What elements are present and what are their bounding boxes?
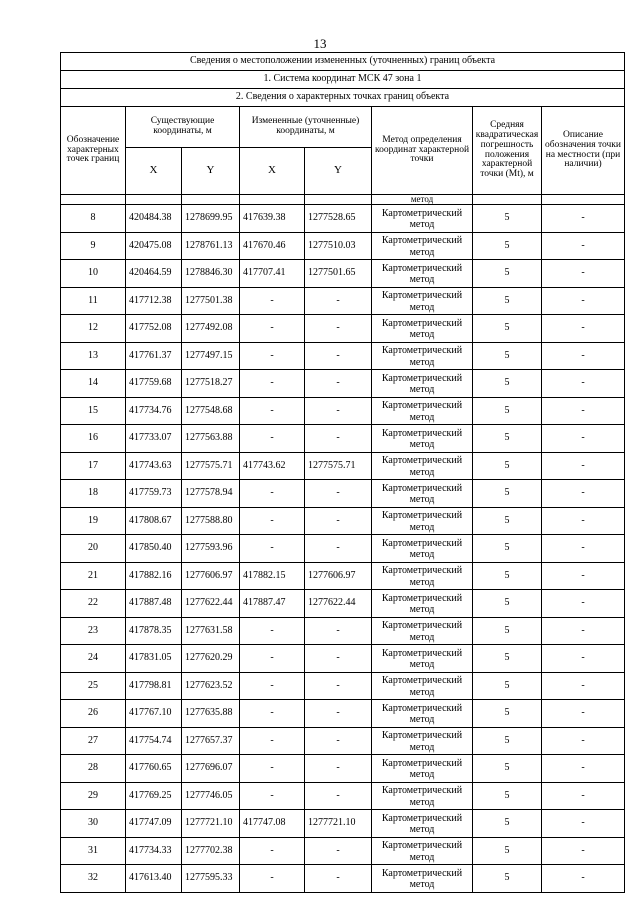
table-row (61, 370, 625, 398)
method-cell: Картометрический метод (372, 480, 473, 508)
accuracy-cell: 5 (473, 617, 542, 645)
changed-x-cell: 417670.46 (240, 232, 305, 260)
accuracy-cell: 5 (473, 260, 542, 288)
accuracy-cell: 5 (473, 837, 542, 865)
header-existing-y: Y (182, 148, 240, 195)
method-cell: Картометрический метод (372, 865, 473, 893)
existing-y-cell: 1277606.97 (182, 562, 240, 590)
table-row (61, 755, 625, 783)
table-row (61, 672, 625, 700)
description-cell: - (542, 700, 625, 728)
table-row (61, 727, 625, 755)
changed-x-cell: 417747.08 (240, 810, 305, 838)
existing-x-cell: 417754.74 (126, 727, 182, 755)
method-cell: Картометрический метод (372, 562, 473, 590)
table-row (61, 782, 625, 810)
existing-y-cell: 1277631.58 (182, 617, 240, 645)
changed-y-cell: 1277528.65 (305, 205, 372, 233)
changed-y-cell: - (305, 837, 372, 865)
changed-y-cell: - (305, 480, 372, 508)
changed-y-cell: 1277606.97 (305, 562, 372, 590)
description-cell: - (542, 397, 625, 425)
table-row (61, 452, 625, 480)
accuracy-cell: 5 (473, 452, 542, 480)
table-row (61, 837, 625, 865)
description-cell: - (542, 535, 625, 563)
point-cell: 22 (61, 590, 126, 618)
table-row (61, 425, 625, 453)
point-cell: 16 (61, 425, 126, 453)
point-cell: 31 (61, 837, 126, 865)
accuracy-cell: 5 (473, 342, 542, 370)
coordinate-system-heading: 1. Система координат МСК 47 зона 1 (61, 71, 625, 89)
table-title: Сведения о местоположении измененных (уточненных) границ объекта (61, 53, 625, 71)
accuracy-cell: 5 (473, 590, 542, 618)
changed-x-cell: - (240, 700, 305, 728)
header-designation: Обозначение характерных точек границ (61, 107, 126, 195)
existing-x-cell: 417747.09 (126, 810, 182, 838)
changed-x-cell: - (240, 727, 305, 755)
accuracy-cell: 5 (473, 425, 542, 453)
existing-y-cell: 1277635.88 (182, 700, 240, 728)
table-row (61, 645, 625, 673)
method-cell: Картометрический метод (372, 205, 473, 233)
header-method: Метод определения координат характерной точки (372, 107, 473, 195)
table-row (61, 480, 625, 508)
description-cell: - (542, 727, 625, 755)
changed-y-cell: - (305, 755, 372, 783)
changed-y-cell: - (305, 315, 372, 343)
changed-y-cell: - (305, 617, 372, 645)
accuracy-cell: 5 (473, 562, 542, 590)
existing-x-cell: 417878.35 (126, 617, 182, 645)
method-cell: Картометрический метод (372, 535, 473, 563)
changed-y-cell: 1277510.03 (305, 232, 372, 260)
description-cell: - (542, 837, 625, 865)
method-cell: Картометрический метод (372, 452, 473, 480)
point-cell: 25 (61, 672, 126, 700)
existing-y-cell: 1277497.15 (182, 342, 240, 370)
method-cell: Картометрический метод (372, 232, 473, 260)
existing-y-cell: 1278761.13 (182, 232, 240, 260)
changed-x-cell: 417743.62 (240, 452, 305, 480)
existing-y-cell: 1277501.38 (182, 287, 240, 315)
description-cell: - (542, 232, 625, 260)
existing-x-cell: 417831.05 (126, 645, 182, 673)
existing-y-cell: 1277746.05 (182, 782, 240, 810)
changed-x-cell: - (240, 782, 305, 810)
point-cell: 23 (61, 617, 126, 645)
changed-x-cell: 417639.38 (240, 205, 305, 233)
changed-x-cell: - (240, 397, 305, 425)
point-cell: 8 (61, 205, 126, 233)
description-cell: - (542, 205, 625, 233)
changed-x-cell: - (240, 370, 305, 398)
existing-y-cell: 1278699.95 (182, 205, 240, 233)
method-cell: Картометрический метод (372, 342, 473, 370)
changed-y-cell: 1277721.10 (305, 810, 372, 838)
existing-y-cell: 1277622.44 (182, 590, 240, 618)
method-cell: Картометрический метод (372, 425, 473, 453)
changed-y-cell: 1277622.44 (305, 590, 372, 618)
changed-y-cell: - (305, 645, 372, 673)
description-cell: - (542, 755, 625, 783)
accuracy-cell: 5 (473, 782, 542, 810)
existing-x-cell: 417808.67 (126, 507, 182, 535)
existing-y-cell: 1277548.68 (182, 397, 240, 425)
existing-y-cell: 1277623.52 (182, 672, 240, 700)
table-row (61, 590, 625, 618)
method-cell: Картометрический метод (372, 287, 473, 315)
existing-y-cell: 1277578.94 (182, 480, 240, 508)
existing-x-cell: 417798.81 (126, 672, 182, 700)
point-cell: 9 (61, 232, 126, 260)
accuracy-cell: 5 (473, 810, 542, 838)
method-cell: Картометрический метод (372, 700, 473, 728)
description-cell: - (542, 507, 625, 535)
table-row (61, 865, 625, 893)
description-cell: - (542, 617, 625, 645)
changed-x-cell: 417882.15 (240, 562, 305, 590)
existing-x-cell: 417882.16 (126, 562, 182, 590)
changed-y-cell: - (305, 700, 372, 728)
existing-x-cell: 417887.48 (126, 590, 182, 618)
table-row (61, 342, 625, 370)
table-row (61, 700, 625, 728)
method-cell: Картометрический метод (372, 837, 473, 865)
point-cell: 30 (61, 810, 126, 838)
existing-x-cell: 417733.07 (126, 425, 182, 453)
header-existing-x: X (126, 148, 182, 195)
changed-y-cell: - (305, 782, 372, 810)
point-cell: 10 (61, 260, 126, 288)
header-changed-x: X (240, 148, 305, 195)
existing-y-cell: 1277518.27 (182, 370, 240, 398)
accuracy-cell: 5 (473, 397, 542, 425)
changed-x-cell: - (240, 672, 305, 700)
point-cell: 28 (61, 755, 126, 783)
table-row (61, 287, 625, 315)
description-cell: - (542, 782, 625, 810)
table-row (61, 535, 625, 563)
changed-y-cell: - (305, 865, 372, 893)
existing-x-cell: 417734.33 (126, 837, 182, 865)
point-cell: 26 (61, 700, 126, 728)
existing-x-cell: 420464.59 (126, 260, 182, 288)
point-cell: 18 (61, 480, 126, 508)
point-cell: 32 (61, 865, 126, 893)
description-cell: - (542, 865, 625, 893)
existing-y-cell: 1278846.30 (182, 260, 240, 288)
accuracy-cell: 5 (473, 232, 542, 260)
points-section-heading: 2. Сведения о характерных точках границ объекта (61, 89, 625, 107)
changed-x-cell: - (240, 425, 305, 453)
accuracy-cell: 5 (473, 535, 542, 563)
description-cell: - (542, 260, 625, 288)
point-cell: 27 (61, 727, 126, 755)
changed-x-cell: - (240, 287, 305, 315)
description-cell: - (542, 315, 625, 343)
existing-x-cell: 417761.37 (126, 342, 182, 370)
boundary-points-table (60, 52, 625, 893)
changed-y-cell: - (305, 507, 372, 535)
table-body (61, 205, 625, 893)
existing-x-cell: 417850.40 (126, 535, 182, 563)
accuracy-cell: 5 (473, 727, 542, 755)
existing-y-cell: 1277492.08 (182, 315, 240, 343)
changed-y-cell: - (305, 370, 372, 398)
accuracy-cell: 5 (473, 645, 542, 673)
description-cell: - (542, 672, 625, 700)
point-cell: 19 (61, 507, 126, 535)
existing-y-cell: 1277575.71 (182, 452, 240, 480)
table-row (61, 562, 625, 590)
changed-x-cell: - (240, 617, 305, 645)
changed-x-cell: - (240, 755, 305, 783)
existing-y-cell: 1277563.88 (182, 425, 240, 453)
method-cell: Картометрический метод (372, 810, 473, 838)
accuracy-cell: 5 (473, 370, 542, 398)
description-cell: - (542, 370, 625, 398)
accuracy-cell: 5 (473, 287, 542, 315)
table-row (61, 232, 625, 260)
changed-y-cell: - (305, 287, 372, 315)
method-cell: Картометрический метод (372, 370, 473, 398)
accuracy-cell: 5 (473, 315, 542, 343)
point-cell: 13 (61, 342, 126, 370)
changed-x-cell: - (240, 342, 305, 370)
existing-x-cell: 417767.10 (126, 700, 182, 728)
description-cell: - (542, 342, 625, 370)
existing-y-cell: 1277721.10 (182, 810, 240, 838)
existing-y-cell: 1277702.38 (182, 837, 240, 865)
accuracy-cell: 5 (473, 507, 542, 535)
method-cell: Картометрический метод (372, 397, 473, 425)
point-cell: 24 (61, 645, 126, 673)
changed-y-cell: - (305, 425, 372, 453)
point-cell: 29 (61, 782, 126, 810)
changed-y-cell: - (305, 535, 372, 563)
existing-y-cell: 1277657.37 (182, 727, 240, 755)
accuracy-cell: 5 (473, 205, 542, 233)
method-cell: Картометрический метод (372, 617, 473, 645)
table-row (61, 205, 625, 233)
accuracy-cell: 5 (473, 480, 542, 508)
changed-x-cell: - (240, 535, 305, 563)
accuracy-cell: 5 (473, 700, 542, 728)
method-cell: Картометрический метод (372, 645, 473, 673)
changed-x-cell: - (240, 315, 305, 343)
changed-x-cell: - (240, 480, 305, 508)
changed-x-cell: - (240, 507, 305, 535)
method-cell: Картометрический метод (372, 755, 473, 783)
table-row (61, 315, 625, 343)
point-cell: 17 (61, 452, 126, 480)
table-row (61, 810, 625, 838)
point-cell: 20 (61, 535, 126, 563)
existing-x-cell: 417743.63 (126, 452, 182, 480)
existing-x-cell: 420475.08 (126, 232, 182, 260)
changed-y-cell: - (305, 397, 372, 425)
accuracy-cell: 5 (473, 672, 542, 700)
header-description: Описание обозначения точки на местности (при наличии) (542, 107, 625, 195)
point-cell: 14 (61, 370, 126, 398)
description-cell: - (542, 425, 625, 453)
changed-y-cell: - (305, 727, 372, 755)
existing-y-cell: 1277696.07 (182, 755, 240, 783)
continuation-row (61, 195, 625, 205)
existing-x-cell: 417769.25 (126, 782, 182, 810)
changed-y-cell: 1277575.71 (305, 452, 372, 480)
method-cell: Картометрический метод (372, 590, 473, 618)
continuation-method: метод (372, 195, 473, 205)
existing-x-cell: 417613.40 (126, 865, 182, 893)
header-changed-y: Y (305, 148, 372, 195)
existing-x-cell: 417759.68 (126, 370, 182, 398)
changed-x-cell: 417887.47 (240, 590, 305, 618)
existing-x-cell: 420484.38 (126, 205, 182, 233)
existing-x-cell: 417759.73 (126, 480, 182, 508)
existing-x-cell: 417752.08 (126, 315, 182, 343)
existing-y-cell: 1277588.80 (182, 507, 240, 535)
changed-x-cell: - (240, 645, 305, 673)
existing-x-cell: 417712.38 (126, 287, 182, 315)
method-cell: Картометрический метод (372, 507, 473, 535)
method-cell: Картометрический метод (372, 727, 473, 755)
point-cell: 12 (61, 315, 126, 343)
table-row (61, 397, 625, 425)
changed-y-cell: - (305, 342, 372, 370)
description-cell: - (542, 590, 625, 618)
existing-y-cell: 1277595.33 (182, 865, 240, 893)
description-cell: - (542, 480, 625, 508)
description-cell: - (542, 287, 625, 315)
accuracy-cell: 5 (473, 755, 542, 783)
header-existing-coords: Существующие координаты, м (126, 107, 240, 148)
description-cell: - (542, 645, 625, 673)
method-cell: Картометрический метод (372, 260, 473, 288)
description-cell: - (542, 562, 625, 590)
method-cell: Картометрический метод (372, 782, 473, 810)
changed-y-cell: 1277501.65 (305, 260, 372, 288)
accuracy-cell: 5 (473, 865, 542, 893)
changed-x-cell: 417707.41 (240, 260, 305, 288)
header-accuracy: Средняя квадратическая погрешность положения характерной точки (Mt), м (473, 107, 542, 195)
table-row (61, 617, 625, 645)
method-cell: Картометрический метод (372, 672, 473, 700)
method-cell: Картометрический метод (372, 315, 473, 343)
changed-x-cell: - (240, 865, 305, 893)
header-changed-coords: Измененные (уточненные) координаты, м (240, 107, 372, 148)
changed-y-cell: - (305, 672, 372, 700)
existing-x-cell: 417734.76 (126, 397, 182, 425)
table-row (61, 260, 625, 288)
page-number: 13 (313, 36, 327, 51)
point-cell: 21 (61, 562, 126, 590)
point-cell: 11 (61, 287, 126, 315)
existing-x-cell: 417760.65 (126, 755, 182, 783)
description-cell: - (542, 452, 625, 480)
existing-y-cell: 1277620.29 (182, 645, 240, 673)
table-row (61, 507, 625, 535)
changed-x-cell: - (240, 837, 305, 865)
point-cell: 15 (61, 397, 126, 425)
description-cell: - (542, 810, 625, 838)
existing-y-cell: 1277593.96 (182, 535, 240, 563)
